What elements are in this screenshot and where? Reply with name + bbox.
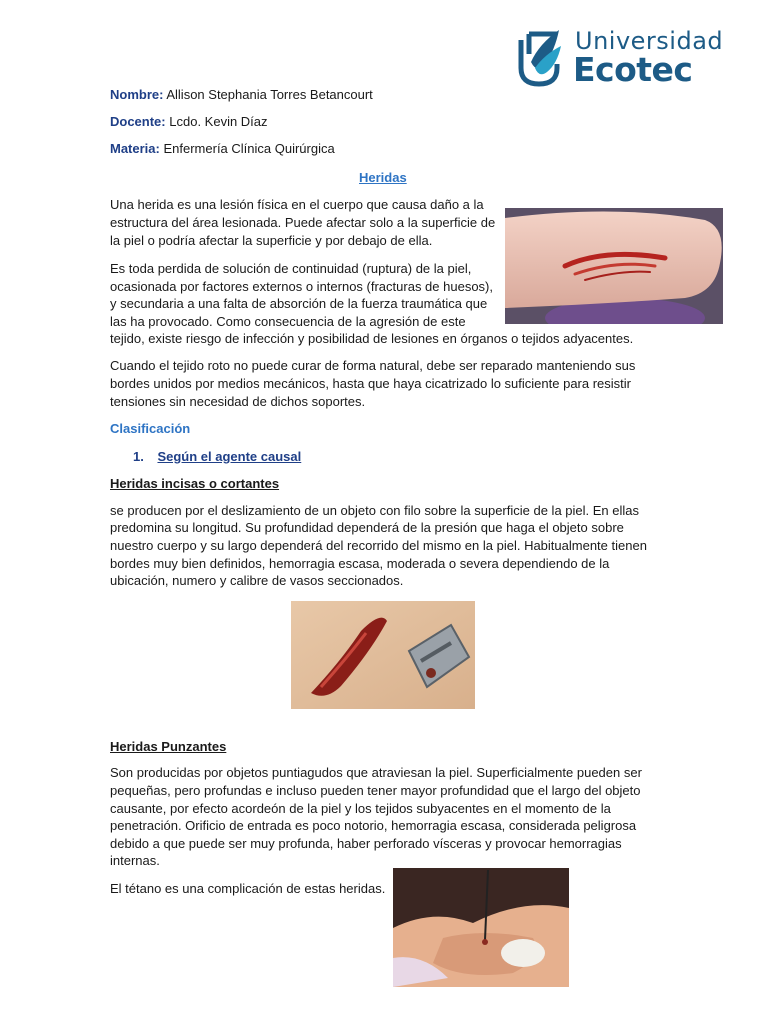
intro-p1-line2: estructura del área lesionada. Puede afectar solo a la superficie de — [110, 215, 496, 230]
list-number: 1. — [133, 449, 144, 464]
subject-label: Materia: — [110, 141, 160, 156]
incised-line3: nuestro cuerpo y su largo dependerá del recorrido del mismo en la piel. Habitualmente tienen — [110, 538, 647, 553]
intro-p1-line1: Una herida es una lesión física en el cuerpo que causa daño a la — [110, 197, 484, 212]
name-value: Allison Stephania Torres Betancourt — [166, 87, 373, 102]
intro-p3-line2: bordes unidos por medios mecánicos, hasta que haya cicatrizado lo suficiente para resistir — [110, 376, 631, 391]
university-logo — [515, 24, 735, 94]
document-title: Heridas — [359, 170, 407, 185]
subject-row — [110, 140, 335, 158]
puncture-line4: penetración. Orificio de entrada es poco notorio, hemorragia escasa, considerada peligrosa — [110, 818, 637, 833]
name-row — [110, 86, 373, 104]
razor-cut-photo — [291, 601, 475, 709]
puncture-line1: Son producidas por objetos puntiagudos que atraviesan la piel. Superficialmente pueden ser — [110, 765, 642, 780]
intro-p3-line3: tensiones sin necesidad de dichos soportes. — [110, 394, 366, 409]
name-label: Nombre: — [110, 87, 164, 102]
classification-item — [133, 448, 301, 466]
logo-line2: Ecotec — [573, 50, 693, 89]
list-item-label: Según el agente causal — [157, 449, 302, 464]
logo-line1: Universidad — [575, 27, 724, 55]
intro-p2-line4: las ha provocado. Como consecuencia de la agresión de este — [110, 314, 466, 329]
intro-p3-line1: Cuando el tejido roto no puede curar de forma natural, debe ser reparado manteniendo sus — [110, 358, 636, 373]
puncture-line6: internas. — [110, 853, 160, 868]
incised-line1: se producen por el deslizamiento de un objeto con filo sobre la superficie de la piel. En ellas — [110, 503, 639, 518]
puncture-line2: pequeñas, pero profundas e incluso pueden tener mayor profundidad que el largo del objeto — [110, 783, 641, 798]
incised-line5: ubicación, numero y calibre de vasos seccionados. — [110, 573, 404, 588]
puncture-line3: causante, por efecto acordeón de la piel y los tejidos subyacentes en el momento de la — [110, 801, 611, 816]
puncture-line5: debido a que puede ser muy profunda, haber perforado vísceras y provocar hemorragias — [110, 836, 622, 851]
razor-cut-image — [291, 601, 475, 709]
intro-p2-line1: Es toda perdida de solución de continuidad (ruptura) de la piel, — [110, 261, 472, 276]
incised-heading: Heridas incisas o cortantes — [110, 476, 280, 491]
intro-p2-line3: y secundaria a una falta de absorción de la fuerza traumática que — [110, 296, 488, 311]
arm-wound-image — [505, 208, 723, 324]
teacher-value: Lcdo. Kevin Díaz — [169, 114, 268, 129]
intro-p2-line2: ocasionada por factores externos o internos (fracturas de huesos), — [110, 279, 493, 294]
intro-p2-line5: tejido, existe riesgo de infección y posibilidad de lesiones en órganos o tejidos adyacentes. — [110, 331, 634, 346]
tetanus-note: El tétano es una complicación de estas heridas. — [110, 881, 386, 896]
ecotec-logo-icon — [515, 24, 569, 90]
needle-hand-photo — [393, 868, 569, 987]
intro-p1-line3: la piel o podría afectar la superficie y por debajo de ella. — [110, 233, 433, 248]
incised-line4: bordes muy bien definidos, hemorragia escasa, moderada o severa dependiendo de la — [110, 556, 610, 571]
arm-wound-photo — [505, 208, 723, 324]
needle-hand-image — [393, 868, 569, 987]
teacher-label: Docente: — [110, 114, 166, 129]
teacher-row — [110, 113, 268, 131]
subject-value: Enfermería Clínica Quirúrgica — [163, 141, 335, 156]
classification-heading: Clasificación — [110, 421, 191, 436]
puncture-heading: Heridas Punzantes — [110, 739, 227, 754]
incised-line2: predomina su longitud. Su profundidad dependerá de la presión que haga el objeto sobre — [110, 520, 624, 535]
